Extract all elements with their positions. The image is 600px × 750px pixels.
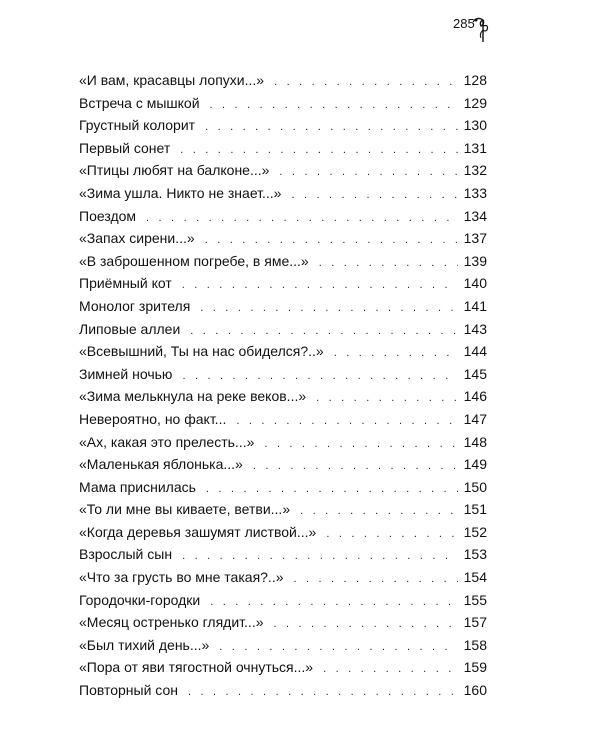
- toc-dot-leader: [274, 618, 458, 630]
- toc-entry: [79, 479, 487, 502]
- toc-entry-page: 144: [463, 343, 487, 360]
- toc-entry-page: 159: [463, 659, 487, 676]
- toc-entry: [79, 230, 487, 253]
- toc-entry-title: «Птицы любят на балконе...»: [79, 162, 270, 179]
- toc-entry: [79, 659, 487, 682]
- toc-dot-leader: [264, 438, 457, 450]
- toc-dot-leader: [210, 596, 457, 608]
- toc-entry-page: 158: [463, 636, 487, 653]
- toc-entry-title: «Был тихий день...»: [79, 636, 210, 653]
- toc-entry-title: «Зима ушла. Никто не знает...»: [79, 184, 282, 201]
- toc-entry-page: 129: [463, 94, 487, 111]
- toc-dot-leader: [236, 415, 457, 427]
- toc-entry: [79, 411, 487, 434]
- toc-entry: [79, 501, 487, 524]
- toc-entry: [79, 592, 487, 615]
- toc-entry: [79, 637, 487, 660]
- toc-dot-leader: [200, 302, 457, 314]
- toc-entry: [79, 388, 487, 411]
- toc-dot-leader: [188, 686, 458, 698]
- toc-entry: [79, 434, 487, 457]
- toc-dot-leader: [274, 76, 458, 88]
- toc-entry-title: Приёмный кот: [79, 275, 172, 292]
- toc-entry-title: Мама приснилась: [79, 478, 196, 495]
- toc-entry: [79, 614, 487, 637]
- toc-entry-title: Повторный сон: [79, 682, 178, 699]
- toc-entry-title: Липовые аллеи: [79, 320, 181, 337]
- toc-entry: [79, 569, 487, 592]
- toc-entry-title: «Всевышний, Ты на нас обиделся?..»: [79, 343, 324, 360]
- toc-entry-title: «Маленькая яблонька...»: [79, 456, 243, 473]
- toc-dot-leader: [219, 641, 457, 653]
- toc-entry-page: 132: [463, 162, 487, 179]
- toc-entry-page: 152: [463, 523, 487, 540]
- toc-entry-page: 140: [463, 275, 487, 292]
- toc-entry: [79, 253, 487, 276]
- toc-entry-title: «Когда деревья зашумят листвой...»: [79, 523, 317, 540]
- toc-entry-title: Встреча с мышкой: [79, 94, 200, 111]
- toc-dot-leader: [182, 550, 458, 562]
- toc-entry-page: 143: [463, 320, 487, 337]
- toc-entry-page: 139: [463, 252, 487, 269]
- table-of-contents: [79, 72, 487, 705]
- toc-dot-leader: [205, 234, 458, 246]
- toc-entry-title: «Зима мелькнула на реке веков...»: [79, 388, 307, 405]
- toc-dot-leader: [300, 505, 458, 517]
- toc-dot-leader: [180, 144, 457, 156]
- toc-dot-leader: [210, 99, 458, 111]
- toc-entry: [79, 72, 487, 95]
- toc-dot-leader: [205, 121, 458, 133]
- toc-entry-page: 137: [463, 230, 487, 247]
- toc-entry-title: «Месяц остренько глядит...»: [79, 614, 264, 631]
- toc-entry-title: Первый сонет: [79, 139, 171, 156]
- toc-entry-page: 150: [463, 478, 487, 495]
- toc-entry: [79, 208, 487, 231]
- toc-entry: [79, 321, 487, 344]
- toc-entry-title: «То ли мне вы киваете, ветви...»: [79, 501, 291, 518]
- toc-dot-leader: [316, 392, 458, 404]
- toc-entry: [79, 162, 487, 185]
- page-number: 285: [453, 16, 475, 31]
- toc-entry-page: 147: [463, 410, 487, 427]
- toc-entry: [79, 343, 487, 366]
- toc-dot-leader: [253, 460, 458, 472]
- toc-dot-leader: [182, 279, 458, 291]
- toc-entry-page: 130: [463, 117, 487, 134]
- page-corner-ornament-icon: [467, 12, 507, 52]
- toc-entry: [79, 185, 487, 208]
- toc-dot-leader: [334, 347, 458, 359]
- toc-entry-page: 134: [463, 207, 487, 224]
- toc-entry-page: 131: [463, 139, 487, 156]
- toc-entry-page: 145: [463, 365, 487, 382]
- toc-entry-title: Взрослый сын: [79, 546, 173, 563]
- toc-entry-page: 148: [463, 433, 487, 450]
- toc-dot-leader: [182, 370, 457, 382]
- toc-entry-page: 151: [463, 501, 487, 518]
- toc-entry-title: «И вам, красавцы лопухи...»: [79, 72, 265, 88]
- toc-entry-title: Городочки-городки: [79, 591, 201, 608]
- toc-dot-leader: [291, 189, 457, 201]
- toc-entry: [79, 140, 487, 163]
- toc-entry: [79, 524, 487, 547]
- toc-dot-leader: [206, 483, 458, 495]
- toc-entry: [79, 117, 487, 140]
- toc-entry-page: 141: [463, 297, 487, 314]
- toc-dot-leader: [294, 573, 458, 585]
- toc-entry-page: 154: [463, 569, 487, 586]
- toc-dot-leader: [190, 325, 457, 337]
- toc-entry: [79, 95, 487, 118]
- toc-entry: [79, 682, 487, 705]
- toc-dot-leader: [323, 663, 458, 675]
- toc-entry-title: «Пора от яви тягостной очнуться...»: [79, 659, 314, 676]
- toc-entry-title: Грустный колорит: [79, 117, 196, 134]
- toc-entry-title: «Ах, какая это прелесть...»: [79, 433, 255, 450]
- toc-dot-leader: [326, 528, 457, 540]
- toc-entry: [79, 546, 487, 569]
- toc-dot-leader: [279, 166, 457, 178]
- toc-entry-title: «В заброшенном погребе, в яме...»: [79, 252, 309, 269]
- toc-entry-page: 153: [463, 546, 487, 563]
- toc-entry-page: 146: [463, 388, 487, 405]
- toc-entry-title: Монолог зрителя: [79, 297, 191, 314]
- toc-entry-page: 155: [463, 591, 487, 608]
- toc-entry-title: Зимней ночью: [79, 365, 173, 382]
- toc-entry-page: 157: [463, 614, 487, 631]
- toc-entry-page: 133: [463, 184, 487, 201]
- toc-dot-leader: [146, 212, 458, 224]
- toc-entry-title: «Что за грусть во мне такая?..»: [79, 569, 284, 586]
- toc-entry-page: 160: [463, 682, 487, 699]
- toc-entry-title: Поездом: [79, 207, 137, 224]
- toc-entry: [79, 275, 487, 298]
- toc-entry-title: Невероятно, но факт...: [79, 410, 227, 427]
- toc-entry: [79, 456, 487, 479]
- toc-entry-page: 149: [463, 456, 487, 473]
- toc-entry: [79, 298, 487, 321]
- toc-entry-page: 128: [463, 72, 487, 88]
- toc-dot-leader: [319, 257, 458, 269]
- toc-entry: [79, 366, 487, 389]
- toc-entry-title: «Запах сирени...»: [79, 230, 195, 247]
